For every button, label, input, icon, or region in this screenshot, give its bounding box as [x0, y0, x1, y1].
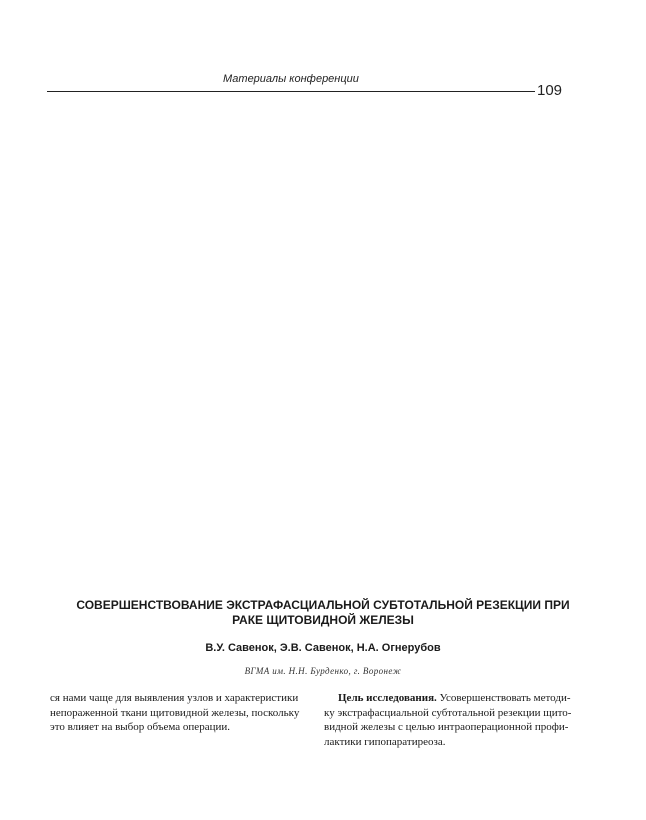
affiliation: ВГМА им. Н.Н. Бурденко, г. Воронеж	[244, 666, 402, 676]
running-head: Материалы конференции	[223, 73, 359, 85]
right-column-line-2: ку экстрафасциальной субтотальной резекции щито-	[324, 706, 572, 719]
header-rule	[47, 91, 535, 92]
left-column-line-1: ся нами чаще для выявления узлов и характеристики	[50, 692, 299, 704]
article-title-line-2: РАКЕ ЩИТОВИДНОЙ ЖЕЛЕЗЫ	[232, 613, 414, 627]
right-column-line-4: лактики гипопаратиреоза.	[324, 735, 446, 748]
objective-heading: Цель исследования.	[338, 692, 437, 704]
right-column	[324, 691, 574, 749]
article-title-line-1: СОВЕРШЕНСТВОВАНИЕ ЭКСТРАФАСЦИАЛЬНОЙ СУБТОТАЛЬНОЙ РЕЗЕКЦИИ ПРИ	[76, 598, 570, 612]
left-column	[50, 691, 300, 735]
left-column-line-3: это влияет на выбор объема операции.	[50, 721, 230, 733]
right-column-line-3: видной железы с целью интраоперационной профи-	[324, 721, 569, 733]
right-column-line-1	[324, 691, 574, 706]
authors: В.У. Савенок, Э.В. Савенок, Н.А. Огнерубов	[205, 642, 441, 654]
article-title	[40, 598, 606, 628]
page-number: 109	[537, 82, 563, 99]
objective-text-start: Усовершенствовать методи-	[436, 692, 571, 704]
left-column-line-2: непораженной ткани щитовидной железы, поскольку	[50, 706, 300, 719]
